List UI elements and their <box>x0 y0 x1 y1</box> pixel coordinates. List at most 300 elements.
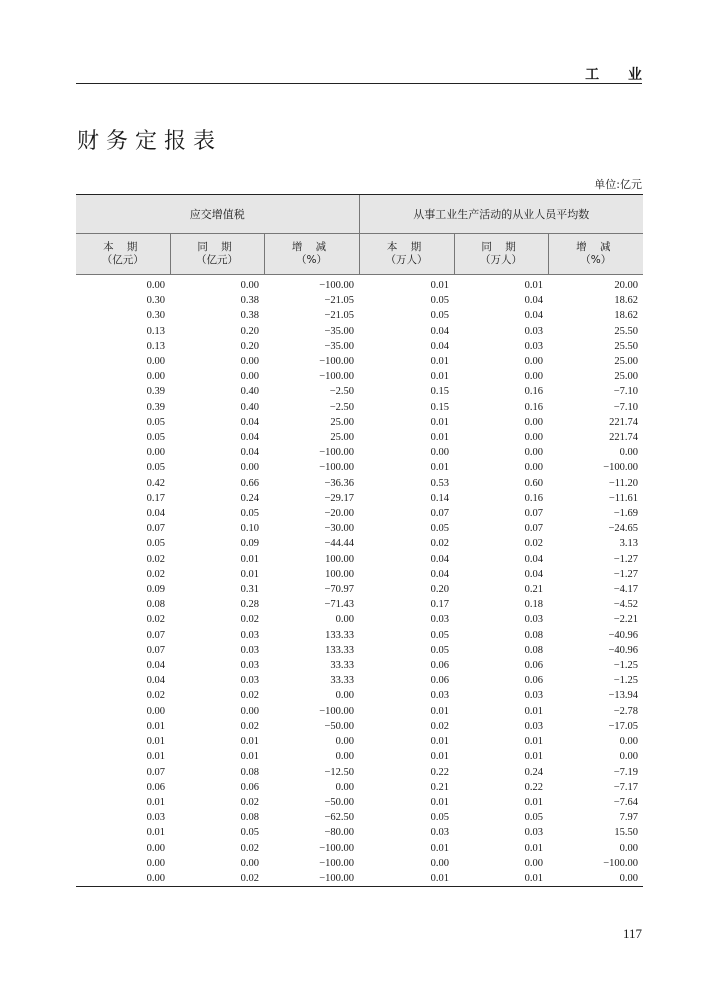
table-row <box>76 810 643 825</box>
group-header-employees: 从事工业生产活动的从业人员平均数 <box>359 195 643 234</box>
table-row <box>76 841 643 856</box>
table-cell: −50.00 <box>324 796 355 808</box>
table-cell: −1.27 <box>613 553 639 565</box>
table-row <box>76 460 643 475</box>
table-row <box>76 734 643 749</box>
table-cell: 0.05 <box>146 538 165 550</box>
table-cell: 0.07 <box>146 523 165 535</box>
table-row <box>76 673 643 688</box>
table-cell: 25.00 <box>330 432 355 444</box>
table-cell: −100.00 <box>603 462 639 474</box>
table-cell: 133.33 <box>325 629 355 641</box>
table-cell: 0.02 <box>240 720 259 732</box>
table-cell: 0.53 <box>430 477 450 489</box>
table-cell: 0.09 <box>240 538 259 550</box>
table-cell: −44.44 <box>324 538 355 550</box>
table-cell: 0.18 <box>524 599 544 611</box>
table-cell: −100.00 <box>319 280 355 291</box>
table-row <box>76 369 643 384</box>
table-cell: 0.05 <box>146 462 165 474</box>
table-cell: 0.02 <box>430 720 450 732</box>
table-cell: −7.17 <box>613 781 639 793</box>
table-cell: 0.03 <box>430 827 450 839</box>
table-cell: −21.05 <box>324 295 355 307</box>
table-row <box>76 795 643 810</box>
table-cell: 0.30 <box>146 295 165 307</box>
table-cell: −100.00 <box>319 462 355 474</box>
table-cell: 0.01 <box>430 356 450 368</box>
table-row <box>76 476 643 491</box>
page-title: 财务定报表 <box>77 129 223 154</box>
table-row <box>76 491 643 506</box>
table-cell: 0.05 <box>430 310 450 322</box>
table-cell: 0.04 <box>524 568 544 580</box>
table-cell: −2.50 <box>329 401 355 413</box>
column-unit: （万人） <box>385 254 428 266</box>
table-cell: −1.25 <box>613 675 639 687</box>
table-cell: −100.00 <box>319 705 355 717</box>
table-row <box>76 567 643 582</box>
table-cell: 0.01 <box>146 720 165 732</box>
table-cell: 0.00 <box>240 857 259 869</box>
table-cell: 0.06 <box>146 781 165 793</box>
table-cell: 0.17 <box>146 492 165 504</box>
table-row <box>76 612 643 627</box>
column-header <box>170 234 264 275</box>
table-cell: 0.01 <box>240 568 259 580</box>
table-cell: 0.14 <box>430 492 450 504</box>
table-cell: 0.00 <box>146 447 165 459</box>
table-cell: 0.21 <box>430 781 450 793</box>
table-row <box>76 324 643 339</box>
table-row <box>76 415 643 430</box>
table-cell: −80.00 <box>324 827 355 839</box>
table-cell: 0.60 <box>524 477 544 489</box>
table-row <box>76 643 643 658</box>
table-cell: 0.01 <box>430 462 450 474</box>
table-cell: 0.05 <box>430 629 450 641</box>
group-header-vat: 应交增值税 <box>76 195 359 234</box>
table-row <box>76 536 643 551</box>
table-row <box>76 825 643 840</box>
table-cell: 0.05 <box>524 812 544 824</box>
table-row <box>76 749 643 764</box>
table-cell: 133.33 <box>325 644 355 656</box>
table-cell: 0.00 <box>240 462 259 474</box>
table-cell: 0.01 <box>240 751 259 763</box>
table-cell: −2.78 <box>613 705 639 717</box>
table-cell: 0.01 <box>146 827 165 839</box>
table-cell: −62.50 <box>324 812 355 824</box>
table-cell: −11.20 <box>608 477 639 489</box>
table-cell: −17.05 <box>608 720 639 732</box>
column-unit: （%） <box>580 254 612 266</box>
table-cell: 0.00 <box>524 432 544 444</box>
table-cell: −2.21 <box>613 614 639 626</box>
table-cell: 0.17 <box>430 599 450 611</box>
table-cell: 0.01 <box>430 432 450 444</box>
table-cell: 18.62 <box>614 310 639 322</box>
table-cell: 0.03 <box>430 690 450 702</box>
table-cell: 0.00 <box>240 705 259 717</box>
table-cell: 0.08 <box>524 644 544 656</box>
table-cell: 0.02 <box>146 690 165 702</box>
table-cell: 0.03 <box>524 325 544 337</box>
table-cell: 0.00 <box>335 736 355 748</box>
table-cell: 0.08 <box>524 629 544 641</box>
column-header-row <box>76 234 643 275</box>
table-row <box>76 582 643 597</box>
table-cell: 0.15 <box>430 386 450 398</box>
table-row <box>76 658 643 673</box>
table-cell: −1.25 <box>613 660 639 672</box>
table-cell: 0.07 <box>524 508 544 520</box>
table-cell: −4.52 <box>613 599 639 611</box>
table-row <box>76 506 643 521</box>
table-cell: 33.33 <box>330 660 355 672</box>
column-unit: （万人） <box>480 254 523 266</box>
table-cell: 221.74 <box>609 432 639 444</box>
table-row <box>76 521 643 536</box>
table-cell: 0.10 <box>240 523 259 535</box>
table-cell: 0.04 <box>240 416 259 428</box>
table-cell: 25.00 <box>330 416 355 428</box>
table-cell: 0.01 <box>430 796 450 808</box>
table-cell: 0.03 <box>524 690 544 702</box>
table-cell: 0.00 <box>619 751 639 763</box>
table-cell: 0.00 <box>524 416 544 428</box>
table-cell: 221.74 <box>609 416 639 428</box>
table-cell: −1.69 <box>613 508 639 520</box>
table-cell: 0.00 <box>335 614 355 626</box>
table-cell: 0.03 <box>524 720 544 732</box>
table-cell: 0.24 <box>524 766 544 778</box>
table-cell: 100.00 <box>325 553 355 565</box>
table-cell: 0.38 <box>240 295 259 307</box>
table-cell: 15.50 <box>614 827 639 839</box>
table-cell: 0.30 <box>146 310 165 322</box>
table-cell: 0.01 <box>524 736 544 748</box>
financial-report-table <box>76 194 643 887</box>
table-cell: 0.42 <box>146 477 165 489</box>
table-cell: 0.21 <box>524 584 544 596</box>
table-cell: 0.04 <box>430 340 450 352</box>
table-cell: 0.08 <box>146 599 165 611</box>
table-cell: −11.61 <box>608 492 639 504</box>
table-cell: 0.01 <box>524 842 544 854</box>
table-cell: −40.96 <box>608 644 639 656</box>
table-cell: 0.07 <box>146 644 165 656</box>
unit-label: 单位:亿元 <box>594 178 642 191</box>
table-cell: 0.01 <box>146 751 165 763</box>
table-cell: −35.00 <box>324 325 355 337</box>
table-cell: 0.16 <box>524 492 544 504</box>
table-row <box>76 856 643 871</box>
table-cell: −30.00 <box>324 523 355 535</box>
table-cell: 0.07 <box>146 629 165 641</box>
table-body <box>76 275 643 887</box>
table-cell: 0.01 <box>430 705 450 717</box>
table-cell: 0.05 <box>240 827 259 839</box>
table-cell: 0.01 <box>430 751 450 763</box>
column-unit: （亿元） <box>196 254 238 266</box>
table-row <box>76 552 643 567</box>
table-cell: −7.19 <box>613 766 639 778</box>
column-name: 本 期 <box>103 241 143 253</box>
table-row <box>76 293 643 308</box>
table-cell: 0.01 <box>524 705 544 717</box>
table-cell: 0.04 <box>240 432 259 444</box>
table-cell: 0.02 <box>240 614 259 626</box>
table-cell: −40.96 <box>608 629 639 641</box>
table-cell: 0.16 <box>524 386 544 398</box>
table-cell: 0.01 <box>240 553 259 565</box>
table-cell: 0.05 <box>430 295 450 307</box>
table-row <box>76 430 643 445</box>
column-header <box>454 234 548 275</box>
table-cell: 0.07 <box>146 766 165 778</box>
table-row <box>76 445 643 460</box>
table-row <box>76 719 643 734</box>
table-cell: 0.38 <box>240 310 259 322</box>
table-cell: 0.03 <box>240 660 259 672</box>
table-cell: −29.17 <box>324 492 355 504</box>
table-cell: 25.00 <box>614 371 639 383</box>
column-header <box>548 234 643 275</box>
table-cell: −100.00 <box>319 371 355 383</box>
table-cell: 0.05 <box>146 432 165 444</box>
table-cell: 0.04 <box>524 295 544 307</box>
table-cell: 0.13 <box>146 325 165 337</box>
table-row <box>76 339 643 354</box>
table-cell: −4.17 <box>613 584 639 596</box>
table-cell: 0.02 <box>240 872 259 884</box>
table-cell: −100.00 <box>319 857 355 869</box>
table-cell: 0.00 <box>619 447 639 459</box>
column-header <box>359 234 454 275</box>
table-cell: 0.00 <box>619 736 639 748</box>
column-header <box>264 234 359 275</box>
table-cell: −100.00 <box>319 447 355 459</box>
table-cell: 0.40 <box>240 401 259 413</box>
table-cell: 0.40 <box>240 386 259 398</box>
table-cell: 0.06 <box>524 675 544 687</box>
table-cell: 0.01 <box>430 736 450 748</box>
column-name: 增 减 <box>576 241 616 253</box>
table-cell: −100.00 <box>319 356 355 368</box>
table-cell: 0.05 <box>430 523 450 535</box>
page-number: 117 <box>622 926 642 941</box>
table-cell: 0.02 <box>240 690 259 702</box>
table-cell: 0.20 <box>240 340 259 352</box>
table-cell: 0.31 <box>240 584 259 596</box>
table-cell: 0.05 <box>430 644 450 656</box>
table-cell: −1.27 <box>613 568 639 580</box>
table-cell: −100.00 <box>319 872 355 884</box>
table-cell: 0.00 <box>524 356 544 368</box>
table-cell: 0.04 <box>146 675 165 687</box>
table-row <box>76 597 643 612</box>
table-row <box>76 628 643 643</box>
table-cell: 0.39 <box>146 386 165 398</box>
table-cell: −36.36 <box>324 477 355 489</box>
table-cell: 0.00 <box>146 356 165 368</box>
table-cell: −13.94 <box>608 690 639 702</box>
table-cell: 0.03 <box>524 340 544 352</box>
table-cell: −7.64 <box>613 796 639 808</box>
table-cell: 0.04 <box>146 660 165 672</box>
table-cell: 0.00 <box>146 842 165 854</box>
table-row <box>76 275 643 294</box>
table-row <box>76 384 643 399</box>
column-name: 增 减 <box>291 241 332 253</box>
table-cell: 0.01 <box>430 872 450 884</box>
column-name: 本 期 <box>386 241 427 253</box>
table-cell: 0.00 <box>430 857 450 869</box>
table-cell: 33.33 <box>330 675 355 687</box>
table-cell: 0.00 <box>335 751 355 763</box>
table-row <box>76 400 643 415</box>
table-cell: 0.00 <box>240 280 259 291</box>
table-cell: 0.00 <box>524 447 544 459</box>
section-label: 工 业 <box>585 67 654 83</box>
table-cell: 0.00 <box>619 872 639 884</box>
table-cell: 0.01 <box>430 280 450 291</box>
table-cell: 25.00 <box>614 356 639 368</box>
table-cell: −2.50 <box>329 386 355 398</box>
table-cell: −20.00 <box>324 508 355 520</box>
financial-table-container <box>76 194 643 887</box>
table-cell: 0.00 <box>146 280 165 291</box>
table-cell: 0.06 <box>430 675 450 687</box>
column-name: 同 期 <box>481 241 521 253</box>
table-cell: 0.05 <box>146 416 165 428</box>
table-row <box>76 765 643 780</box>
table-cell: 0.03 <box>240 675 259 687</box>
table-cell: 0.20 <box>240 325 259 337</box>
table-cell: 0.00 <box>524 857 544 869</box>
table-cell: 0.24 <box>240 492 259 504</box>
table-cell: 0.04 <box>240 447 259 459</box>
table-cell: 0.01 <box>430 371 450 383</box>
table-row <box>76 704 643 719</box>
table-cell: 7.97 <box>619 812 639 824</box>
table-cell: 0.06 <box>240 781 259 793</box>
top-rule <box>76 83 642 84</box>
table-cell: 0.08 <box>240 812 259 824</box>
table-cell: 0.02 <box>240 842 259 854</box>
table-cell: 0.04 <box>524 310 544 322</box>
table-cell: 3.13 <box>619 538 639 550</box>
table-row <box>76 688 643 703</box>
table-cell: −7.10 <box>613 401 639 413</box>
table-cell: 0.02 <box>146 568 165 580</box>
table-cell: −100.00 <box>603 857 639 869</box>
table-cell: 0.15 <box>430 401 450 413</box>
table-cell: 0.03 <box>240 644 259 656</box>
table-cell: 25.50 <box>614 340 639 352</box>
table-cell: 0.01 <box>524 872 544 884</box>
table-cell: −12.50 <box>324 766 355 778</box>
table-cell: 0.00 <box>335 781 355 793</box>
column-unit: （%） <box>296 254 327 266</box>
table-cell: 0.01 <box>430 842 450 854</box>
table-cell: 0.02 <box>430 538 450 550</box>
column-unit: （亿元） <box>101 254 144 266</box>
table-cell: 0.08 <box>240 766 259 778</box>
table-cell: 18.62 <box>614 295 639 307</box>
table-cell: 0.01 <box>240 736 259 748</box>
table-cell: 0.00 <box>619 842 639 854</box>
table-cell: 0.09 <box>146 584 165 596</box>
table-cell: 0.13 <box>146 340 165 352</box>
table-cell: −50.00 <box>324 720 355 732</box>
column-header <box>76 234 170 275</box>
table-cell: 0.00 <box>335 690 355 702</box>
table-cell: 0.07 <box>430 508 450 520</box>
table-cell: 0.03 <box>524 614 544 626</box>
table-cell: 0.20 <box>430 584 450 596</box>
table-cell: −7.10 <box>613 386 639 398</box>
table-cell: 0.04 <box>430 553 450 565</box>
table-cell: 0.00 <box>146 857 165 869</box>
table-row <box>76 871 643 887</box>
table-cell: −24.65 <box>608 523 639 535</box>
table-cell: −70.97 <box>324 584 355 596</box>
table-cell: 0.66 <box>240 477 259 489</box>
table-cell: 0.01 <box>146 736 165 748</box>
table-row <box>76 354 643 369</box>
table-cell: 0.02 <box>240 796 259 808</box>
table-cell: 0.22 <box>524 781 544 793</box>
table-cell: 0.04 <box>524 553 544 565</box>
table-cell: 0.04 <box>146 508 165 520</box>
table-cell: 100.00 <box>325 568 355 580</box>
table-cell: 20.00 <box>614 280 639 291</box>
table-cell: 0.06 <box>524 660 544 672</box>
table-cell: 0.03 <box>430 614 450 626</box>
table-cell: 0.04 <box>430 568 450 580</box>
table-cell: 0.01 <box>524 280 544 291</box>
table-cell: 0.01 <box>146 796 165 808</box>
bottom-rule <box>76 887 643 888</box>
table-cell: 0.22 <box>430 766 450 778</box>
table-cell: −21.05 <box>324 310 355 322</box>
table-cell: 0.02 <box>524 538 544 550</box>
table-row <box>76 780 643 795</box>
table-cell: 0.04 <box>430 325 450 337</box>
table-cell: 0.00 <box>524 462 544 474</box>
table-cell: 0.03 <box>146 812 165 824</box>
table-cell: −100.00 <box>319 842 355 854</box>
table-cell: 0.05 <box>240 508 259 520</box>
table-cell: 0.02 <box>146 553 165 565</box>
table-cell: 0.28 <box>240 599 259 611</box>
table-cell: 0.00 <box>146 371 165 383</box>
table-cell: 0.06 <box>430 660 450 672</box>
table-cell: 0.01 <box>524 796 544 808</box>
table-cell: 0.00 <box>240 371 259 383</box>
table-cell: 0.00 <box>146 705 165 717</box>
table-cell: 0.01 <box>430 416 450 428</box>
table-cell: 0.05 <box>430 812 450 824</box>
table-cell: 0.00 <box>240 356 259 368</box>
table-cell: 0.00 <box>430 447 450 459</box>
table-cell: 0.02 <box>146 614 165 626</box>
table-cell: −35.00 <box>324 340 355 352</box>
table-cell: 25.50 <box>614 325 639 337</box>
column-name: 同 期 <box>197 241 237 253</box>
